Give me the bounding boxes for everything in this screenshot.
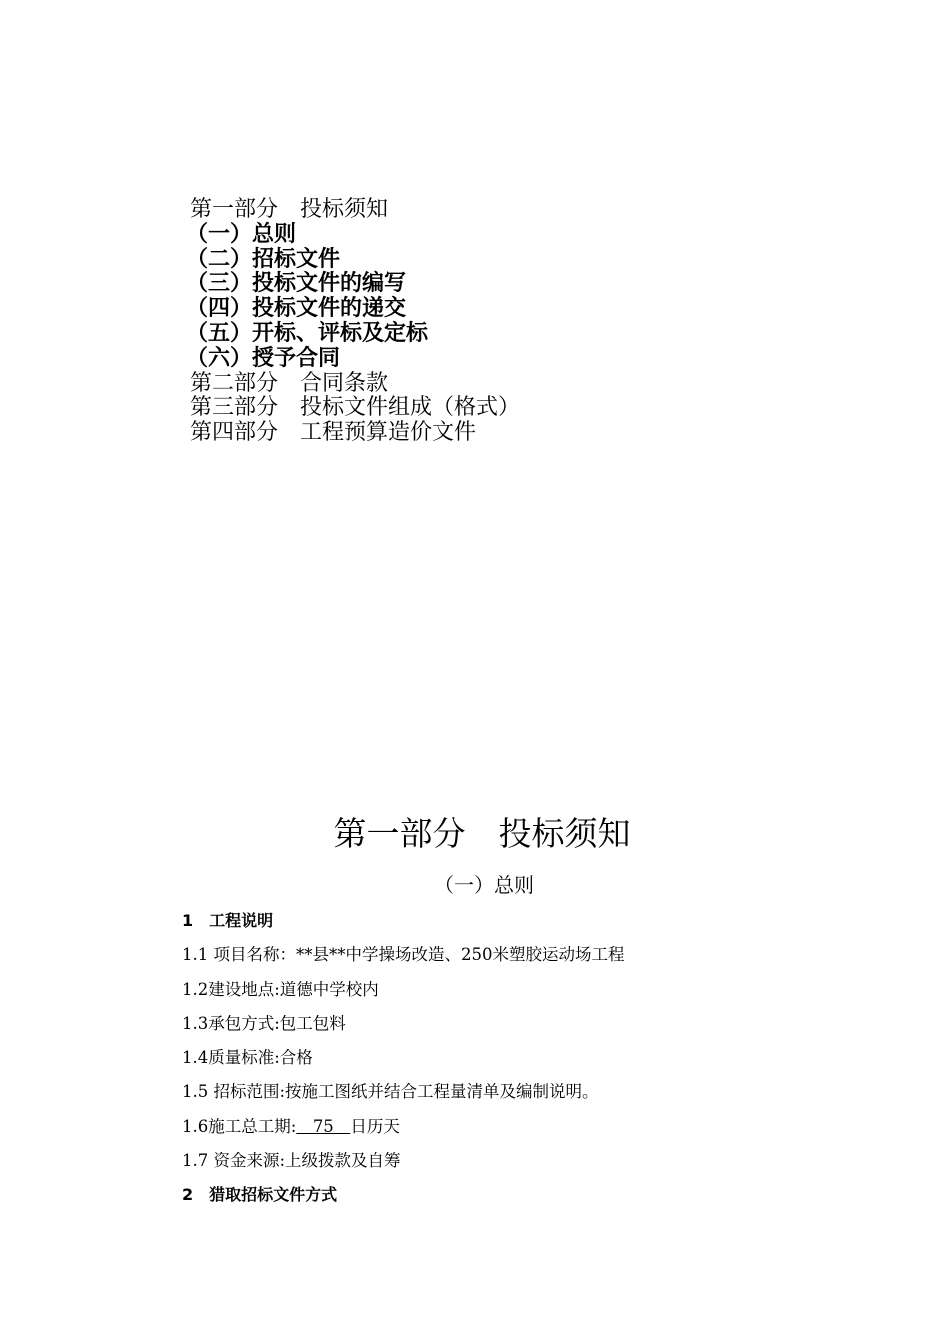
duration-value: 75: [296, 1116, 351, 1136]
toc-sub-bid-preparation: （三）投标文件的编写: [186, 271, 407, 297]
toc-sub-bid-submission: （四）投标文件的递交: [186, 296, 407, 322]
item-project-name: 1.1 项目名称：**县**中学操场改造、250米塑胶运动场工程: [182, 945, 625, 965]
heading-project-description: 1 工程说明: [182, 911, 274, 930]
duration-label: 1.6施工总工期:: [182, 1116, 297, 1136]
toc-part-1: 第一部分 投标须知: [190, 197, 389, 222]
toc-part-2: 第二部分 合同条款: [190, 370, 389, 396]
duration-unit: 日历天: [350, 1116, 400, 1136]
heading-obtain-documents: 2 猎取招标文件方式: [182, 1185, 338, 1205]
item-quality-standard: 1.4质量标准:合格: [182, 1048, 313, 1068]
section-title: 第一部分 投标须知: [333, 814, 631, 853]
document-body: [182, 907, 802, 1216]
toc-sub-general: （一）总则: [186, 221, 297, 247]
item-funding: 1.7 资金来源:上级拨款及自筹: [182, 1151, 401, 1171]
table-of-contents: [186, 197, 790, 446]
toc-sub-bid-opening: （五）开标、评标及定标: [186, 320, 429, 346]
item-location: 1.2建设地点:道德中学校内: [182, 979, 379, 999]
section-subtitle: （一）总则: [434, 873, 534, 897]
toc-part-3: 第三部分 投标文件组成（格式）: [190, 395, 521, 421]
toc-sub-tender-docs: （二）招标文件: [186, 246, 341, 272]
item-contract-mode: 1.3承包方式:包工包料: [182, 1013, 346, 1033]
toc-part-4: 第四部分 工程预算造价文件: [190, 420, 477, 446]
toc-sub-contract-award: （六）授予合同: [186, 345, 341, 371]
item-scope: 1.5 招标范围:按施工图纸并结合工程量清单及编制说明。: [182, 1082, 599, 1102]
item-duration: [182, 1113, 802, 1147]
